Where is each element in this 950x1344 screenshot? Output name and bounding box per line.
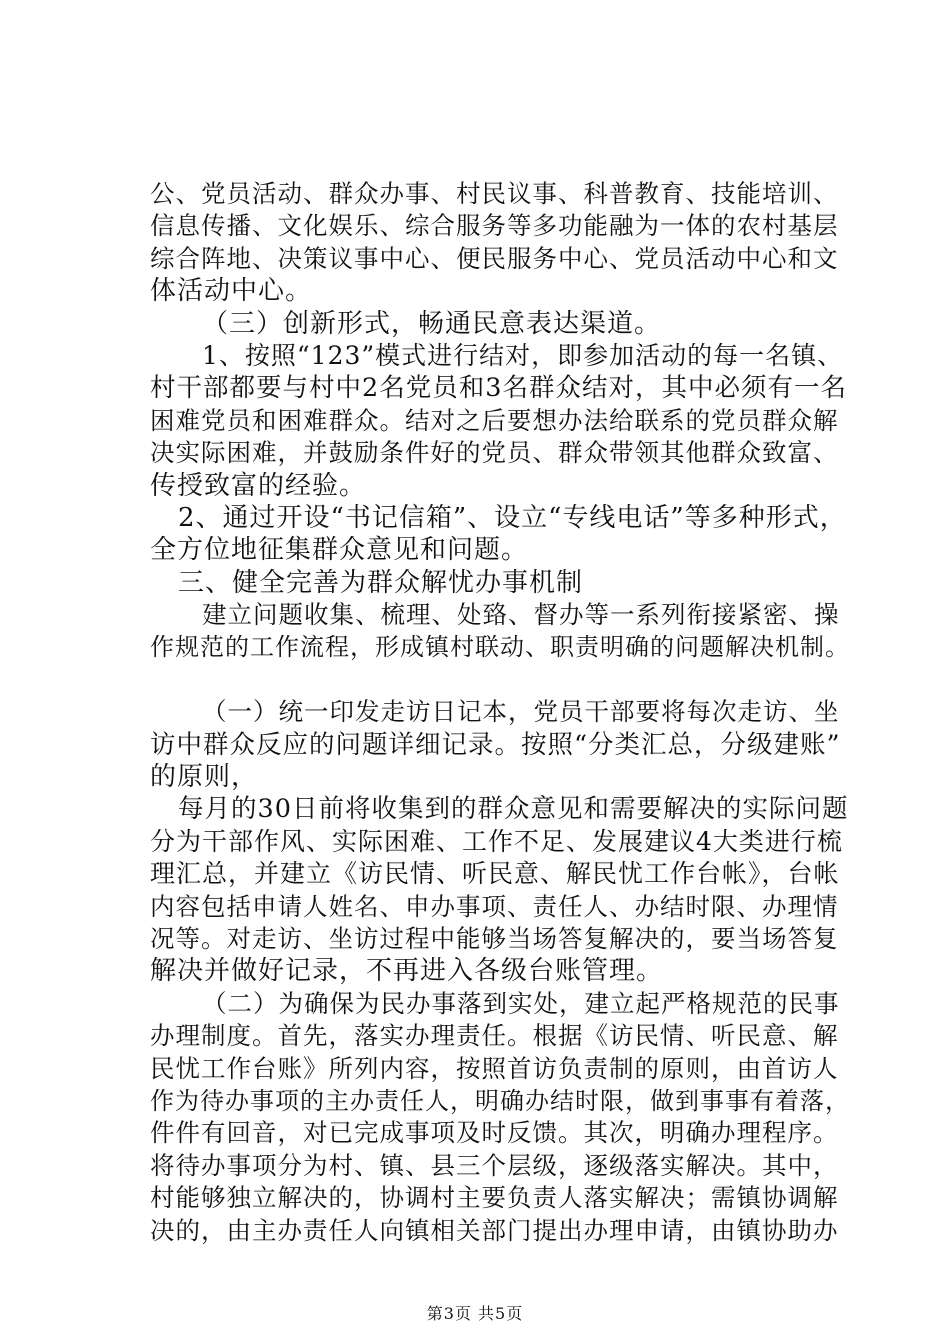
text-line: 1、按照“123”模式进行结对，即参加活动的每一名镇、 [202,340,844,370]
text-line: 2、通过开设“书记信箱”、设立“专线电话”等多种形式， [178,502,847,533]
text-line: 件件有回音，对已完成事项及时反馈。其次，明确办理程序。 [150,1118,839,1148]
page-number-footer: 第3页 共5页 [426,1304,524,1323]
text-line: 村能够独立解决的，协调村主要负责人落实解决；需镇协调解 [150,1183,839,1213]
paragraph [150,696,850,793]
text-line: 综合阵地、决策议事中心、便民服务中心、党员活动中心和文 [150,243,839,273]
text-line: 村干部都要与村中2名党员和3名群众结对，其中必须有一名 [150,373,847,404]
paragraph [150,793,850,987]
body-text [150,178,850,1247]
text-line: 民忧工作台账》所列内容，按照首访负责制的原则，由首访人 [150,1053,839,1083]
text-line: 决的，由主办责任人向镇相关部门提出办理申请，由镇协助办 [150,1215,839,1245]
text-line: 建立问题收集、梳理、处臵、督办等一系列衔接紧密、操 [202,600,840,630]
text-line: （二）为确保为民办事落到实处，建立起严格规范的民事 [202,988,840,1018]
text-line: 的原则， [150,762,259,793]
blank-line [150,664,850,696]
text-line: 访中群众反应的问题详细记录。按照“分类汇总，分级建账” [150,729,841,760]
text-line: （三）创新形式，畅通民意表达渠道。 [202,308,662,339]
section-heading [150,308,850,340]
text-line: 传授致富的经验。 [150,470,367,501]
paragraph [150,178,850,308]
text-line: （一）统一印发走访日记本，党员干部要将每次走访、坐 [202,697,840,727]
text-line: 每月的30日前将收集到的群众意见和需要解决的实际问题 [178,794,849,825]
text-line: 内容包括申请人姓名、申办事项、责任人、办结时限、办理情 [150,891,839,921]
paragraph [150,502,850,567]
text-line: 况等。对走访、坐访过程中能够当场答复解决的，要当场答复 [150,923,839,953]
text-line: 全方位地征集群众意见和问题。 [150,535,529,566]
text-line: 作规范的工作流程，形成镇村联动、职责明确的问题解决机制。 [150,633,850,662]
text-line: 解决并做好记录，不再进入各级台账管理。 [150,956,664,987]
text-line: 公、党员活动、群众办事、村民议事、科普教育、技能培训、 [150,179,839,208]
text-line: 将待办事项分为村、镇、县三个层级，逐级落实解决。其中， [150,1150,839,1180]
text-line: 信息传播、文化娱乐、综合服务等多功能融为一体的农村基层 [150,211,839,241]
paragraph [150,988,850,1247]
text-line: 作为待办事项的主办责任人，明确办结时限，做到事事有着落， [150,1086,850,1115]
text-line: 办理制度。首先，落实办理责任。根据《访民情、听民意、解 [150,1021,839,1051]
text-line: 理汇总，并建立《访民情、听民意、解民忧工作台帐》，台帐 [150,859,840,889]
section-heading [150,567,850,599]
paragraph [150,599,850,664]
text-line: 体活动中心。 [150,276,313,307]
text-line: 分为干部作风、实际困难、工作不足、发展建议4大类进行梳 [150,826,843,856]
paragraph [150,340,850,502]
text-line: 三、健全完善为群众解忧办事机制 [178,567,584,598]
text-line: 困难党员和困难群众。结对之后要想办法给联系的党员群众解 [150,405,839,435]
text-line: 决实际困难，并鼓励条件好的党员、群众带领其他群众致富、 [150,438,839,468]
